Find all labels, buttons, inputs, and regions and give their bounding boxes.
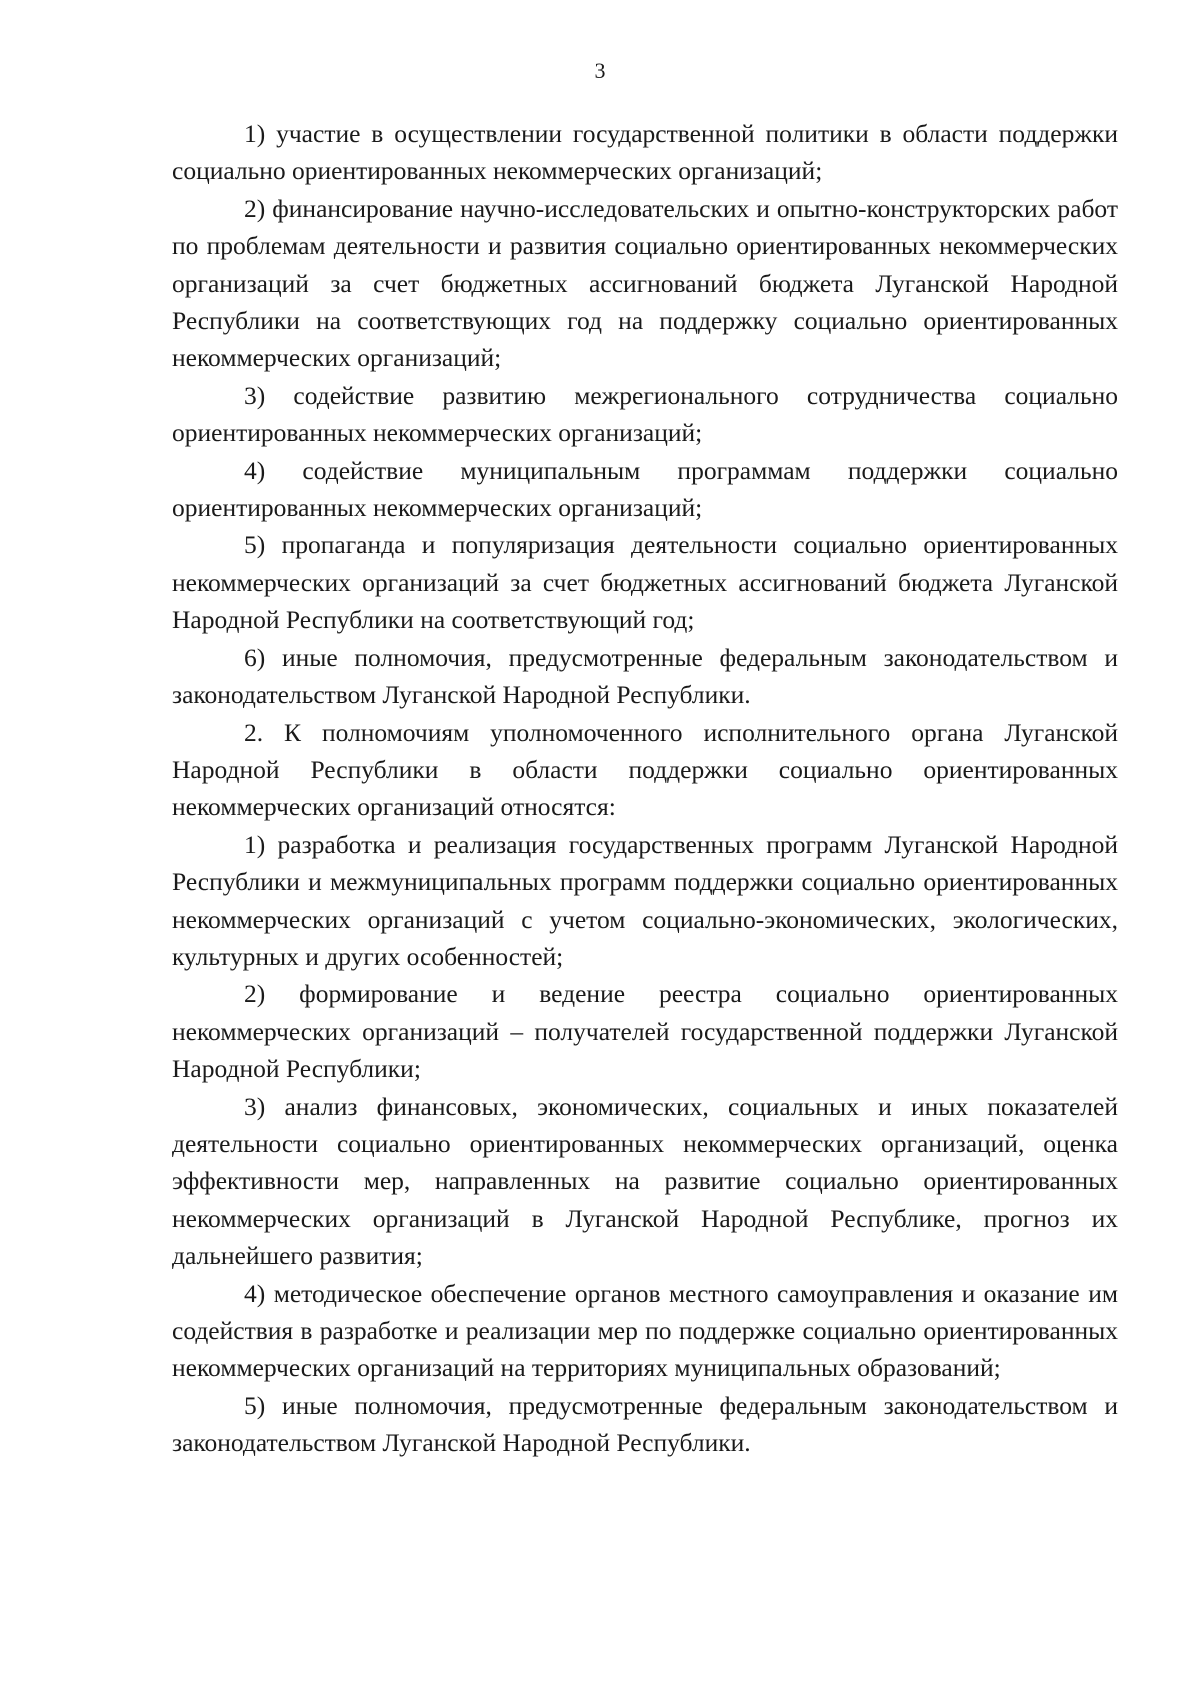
paragraph-1-6: 6) иные полномочия, предусмотренные федеральным законодательством и законодательством Луганской Народной Республики.	[172, 642, 1118, 710]
document-body	[172, 115, 1118, 1462]
paragraph-1-4: 4) содействие муниципальным программам поддержки социально ориентированных некоммерческих организаций;	[172, 455, 1118, 523]
paragraph-2-1: 1) разработка и реализация государственных программ Луганской Народной Республики и межмуниципальных программ поддержки социально ориентированных некоммерческих организаций с учетом социально-экономических, экологических, культурных и других особенностей;	[172, 829, 1118, 971]
paragraph-1-1: 1) участие в осуществлении государственной политики в области поддержки социально ориентированных некоммерческих организаций;	[172, 119, 1118, 186]
paragraph-2-3: 3) анализ финансовых, экономических, социальных и иных показателей деятельности социально ориентированных некоммерческих организаций, оценка эффективности мер, направленных на развитие социально ориентированных некоммерческих организаций в Луганской Народной Республике, прогноз их дальнейшего развития;	[172, 1091, 1118, 1271]
paragraph-1-3: 3) содействие развитию межрегионального сотрудничества социально ориентированных некоммерческих организаций;	[172, 380, 1118, 448]
section-2-heading: 2. К полномочиям уполномоченного исполнительного органа Луганской Народной Республики в области поддержки социально ориентированных некоммерческих организаций относятся:	[172, 717, 1118, 822]
page-number: 3	[594, 58, 606, 83]
paragraph-2-5: 5) иные полномочия, предусмотренные федеральным законодательством и законодательством Луганской Народной Республики.	[172, 1390, 1118, 1458]
paragraph-2-2: 2) формирование и ведение реестра социально ориентированных некоммерческих организаций – получателей государственной поддержки Луганской Народной Республики;	[172, 979, 1118, 1084]
paragraph-1-2: 2) финансирование научно-исследовательских и опытно-конструкторских работ по проблемам деятельности и развития социально ориентированных некоммерческих организаций за счет бюджетных ассигнований бюджета Луганской Народной Республики на соответствующих год на поддержку социально ориентированных некоммерческих организаций;	[172, 193, 1118, 373]
paragraph-1-5: 5) пропаганда и популяризация деятельности социально ориентированных некоммерческих организаций за счет бюджетных ассигнований бюджета Луганской Народной Республики на соответствующий год;	[172, 530, 1118, 635]
paragraph-2-4: 4) методическое обеспечение органов местного самоуправления и оказание им содействия в разработке и реализации мер по поддержке социально ориентированных некоммерческих организаций на территориях муниципальных образований;	[172, 1278, 1118, 1383]
